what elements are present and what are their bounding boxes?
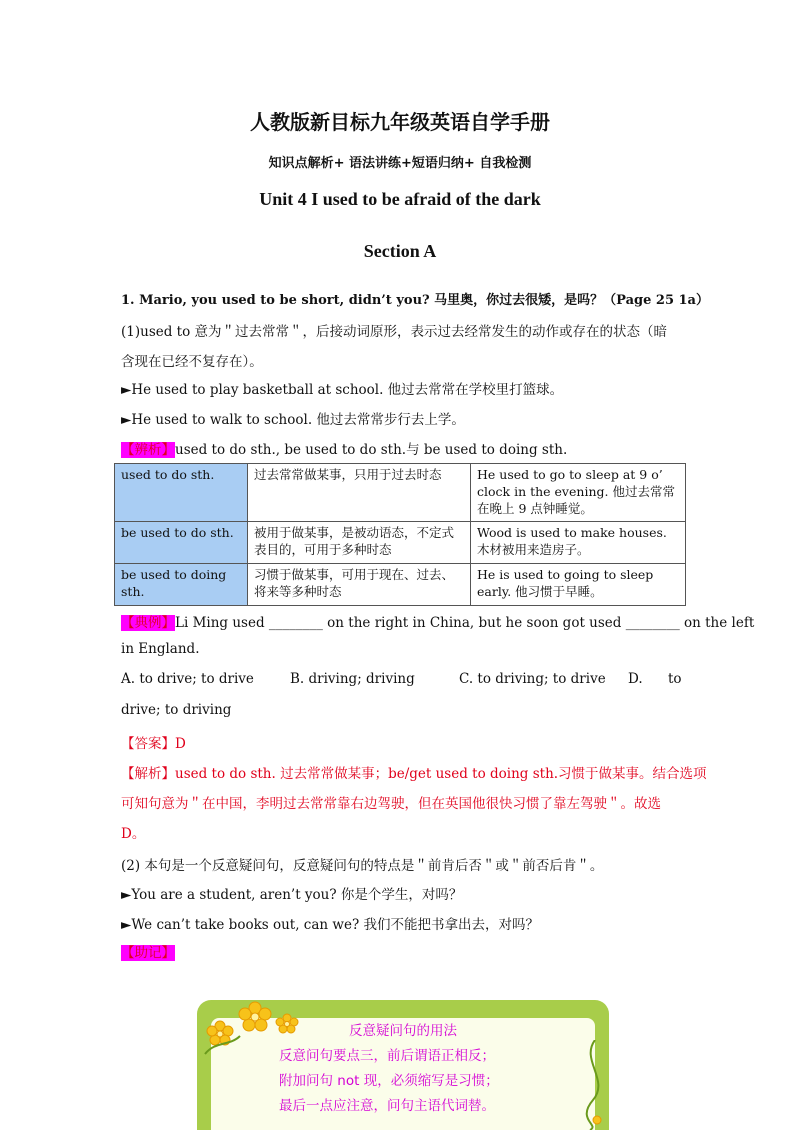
quiz-explanation-line2: 可知句意为＂在中国，李明过去常常靠右边驾驶，但在英国他很快习惯了靠左驾驶＂。故选: [121, 796, 661, 812]
analysis-tag: 【辨析】: [121, 442, 175, 458]
unit-heading: Unit 4 I used to be afraid of the dark: [259, 189, 541, 209]
quiz-question: Li Ming used ________ on the right in China, but he soon got used ________ on the left: [175, 615, 755, 631]
quiz-explanation-line3: D。: [121, 826, 146, 842]
table-cell-example: He is used to going to sleep early. 他习惯于早睡。: [471, 564, 686, 606]
memo-title: 反意疑问句的用法: [349, 1023, 457, 1039]
quiz-explanation-line1: 【解析】used to do sth. 过去常常做某事；be/get used to doing sth.习惯于做某事。结合选项: [121, 766, 707, 782]
table-cell-meaning: 被用于做某事，是被动语态，不定式表目的，可用于多种时态: [248, 522, 471, 564]
point1-example2: ►He used to walk to school. 他过去常常步行去上学。: [121, 412, 465, 428]
table-row: [115, 522, 686, 564]
table-cell-meaning: 过去常常做某事，只用于过去时态: [248, 464, 471, 522]
quiz-line2: in England.: [121, 641, 200, 657]
point1-example1: ►He used to play basketball at school. 他过去常常在学校里打篮球。: [121, 382, 564, 398]
point2-description: (2) 本句是一个反意疑问句，反意疑问句的特点是＂前肯后否＂或＂前否后肯＂。: [121, 858, 604, 874]
point1-definition-line1: (1)used to 意为＂过去常常＂，后接动词原形，表示过去经常发生的动作或存在的状态（暗: [121, 324, 668, 340]
quiz-line1: [121, 611, 754, 631]
table-row: [115, 464, 686, 522]
quiz-tag: 【典例】: [121, 615, 175, 631]
point2-example2: ►We can’t take books out, can we? 我们不能把书拿出去，对吗？: [121, 917, 539, 933]
memo-line2: 附加问句 not 现，必须缩写是习惯；: [279, 1073, 499, 1089]
memo-tag: 【助记】: [121, 945, 175, 961]
option-d-label: D.: [628, 671, 643, 687]
option-c: C. to driving; to drive: [459, 671, 606, 687]
memo-frame: [197, 1000, 609, 1130]
memo-line1: 反意问句要点三，前后谓语正相反；: [279, 1048, 495, 1064]
option-d-continued: drive; to driving: [121, 702, 232, 718]
option-d-start: to: [668, 671, 682, 687]
table-cell-example: He used to go to sleep at 9 o’ clock in the evening. 他过去常常在晚上 9 点钟睡觉。: [471, 464, 686, 522]
table-cell-example: Wood is used to make houses. 木材被用来造房子。: [471, 522, 686, 564]
point2-example1: ►You are a student, aren’t you? 你是个学生，对吗？: [121, 887, 463, 903]
point1-heading: 1. Mario, you used to be short, didn’t you? 马里奥，你过去很矮，是吗？（Page 25 1a）: [121, 293, 709, 308]
memo-line3: 最后一点应注意，问句主语代词替。: [279, 1098, 495, 1114]
option-a: A. to drive; to drive: [121, 671, 254, 687]
quiz-answer: 【答案】D: [121, 736, 186, 752]
table-cell-key: used to do sth.: [115, 464, 248, 522]
table-cell-meaning: 习惯于做某事，可用于现在、过去、将来等多种时态: [248, 564, 471, 606]
memo-tag-line: [121, 941, 175, 961]
document-subtitle: 知识点解析+ 语法讲练+短语归纳+ 自我检测: [268, 156, 532, 171]
document-title: 人教版新目标九年级英语自学手册: [250, 110, 550, 134]
section-heading: Section A: [363, 241, 437, 261]
analysis-line: [121, 438, 567, 458]
option-b: B. driving; driving: [290, 671, 415, 687]
comparison-table: [114, 463, 686, 606]
table-cell-key: be used to doing sth.: [115, 564, 248, 606]
table-cell-key: be used to do sth.: [115, 522, 248, 564]
analysis-text: used to do sth., be used to do sth.与 be used to doing sth.: [175, 442, 568, 458]
vine-decoration-icon: [575, 1040, 615, 1130]
table-row: [115, 564, 686, 606]
point1-definition-line2: 含现在已经不复存在）。: [121, 354, 263, 370]
